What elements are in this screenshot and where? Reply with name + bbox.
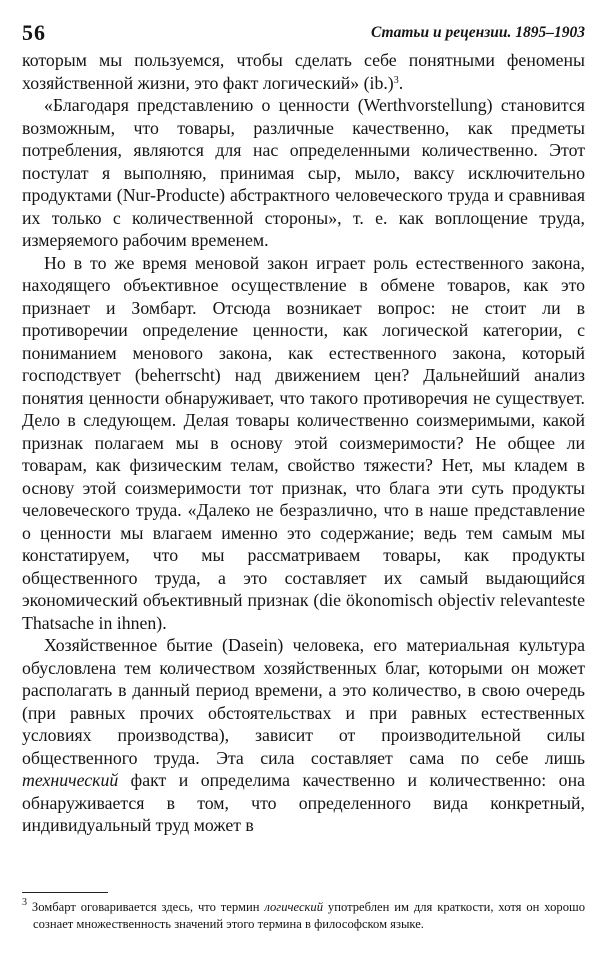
running-title: Статьи и рецензии. 1895–1903	[370, 24, 585, 41]
paragraph-4	[22, 634, 585, 837]
footnote	[22, 899, 585, 933]
paragraph-1-text: которым мы пользуемся, чтобы сделать себе понятными феномены хозяйственной жизни, это факт логический» (ib.)	[22, 50, 585, 93]
paragraph-2: «Благодаря представлению о ценности (Werthvorstellung) становится возможным, что товары, различные качественно, как предметы потребления, являются для нас определенными количественно. Этот постулат я выполняю, принимая сыр, мыло, ваксу исключительно продуктами (Nur-Producte) абстрактного человеческого труда и сравнивая их только с количественной стороны», т. е. как воплощение труда, измеряемого рабочим временем.	[22, 95, 585, 250]
paragraph-3: Но в то же время меновой закон играет роль естественного закона, находящего объективное осуществление в обмене товаров, как это признает и Зомбарт. Отсюда возникает вопрос: не стоит ли в противоречии определение ценности, как логической категории, с пониманием менового закона, как естественного закона, который господствует (beherrscht) над движением цен? Дальнейший анализ понятия ценности обнаруживает, что такого противоречия не существует. Дело в следующем. Делая товары количественно соизмеримыми, какой признак полагаем мы в основу этой соизмеримости? Не общее ли товарам, как физическим телам, свойство тяжести? Нет, мы кладем в основу этой соизмеримости тот признак, что блага эти суть продукты человеческого труда. «Далеко не безразлично, что в наше представление о ценности мы влагаем именно это содержание; ведь тем самым мы констатируем, что мы рассматриваем товары, как продукты общественного труда, а это составляет их самый выдающийся экономический объективный признак (die ökonomisch objectiv relevanteste Thatsache in ihnen).	[22, 252, 585, 633]
paragraph-4-text-a: Хозяйственное бытие (Dasein) человека, его материальная культура обусловлена тем количеством хозяйственных благ, которыми он может располагать в данный период времени, а это количество, в свою очередь (при равных прочих обстоятельствах и при равных естественных условиях производства), зависит от производительной силы общественного труда. Эта сила составляет сама по себе лишь	[22, 635, 585, 768]
footnote-reference: 3	[393, 74, 399, 86]
page-number: 56	[22, 20, 46, 45]
paragraph-1	[22, 49, 585, 94]
paragraph-4-text-b: факт и определима качественно и количественно: она обнаруживается в том, что определенного вида конкретный, индивидуальный труд может в	[22, 770, 585, 835]
paragraph-1-end: .	[398, 72, 404, 93]
footnote-marker: 3	[22, 897, 27, 908]
footnote-text-a: Зомбарт оговаривается здесь, что термин	[27, 900, 265, 914]
footnote-emphasis: логический	[264, 900, 324, 914]
main-text	[22, 49, 585, 837]
footnote-separator	[22, 892, 108, 893]
paragraph-4-emphasis: технический	[22, 770, 119, 790]
footnote-3	[22, 899, 585, 933]
page-header	[22, 20, 585, 46]
footnote-text-b: употреблен им для краткости, хотя он хорошо сознает множественность значений этого термина в философском языке.	[33, 900, 585, 931]
